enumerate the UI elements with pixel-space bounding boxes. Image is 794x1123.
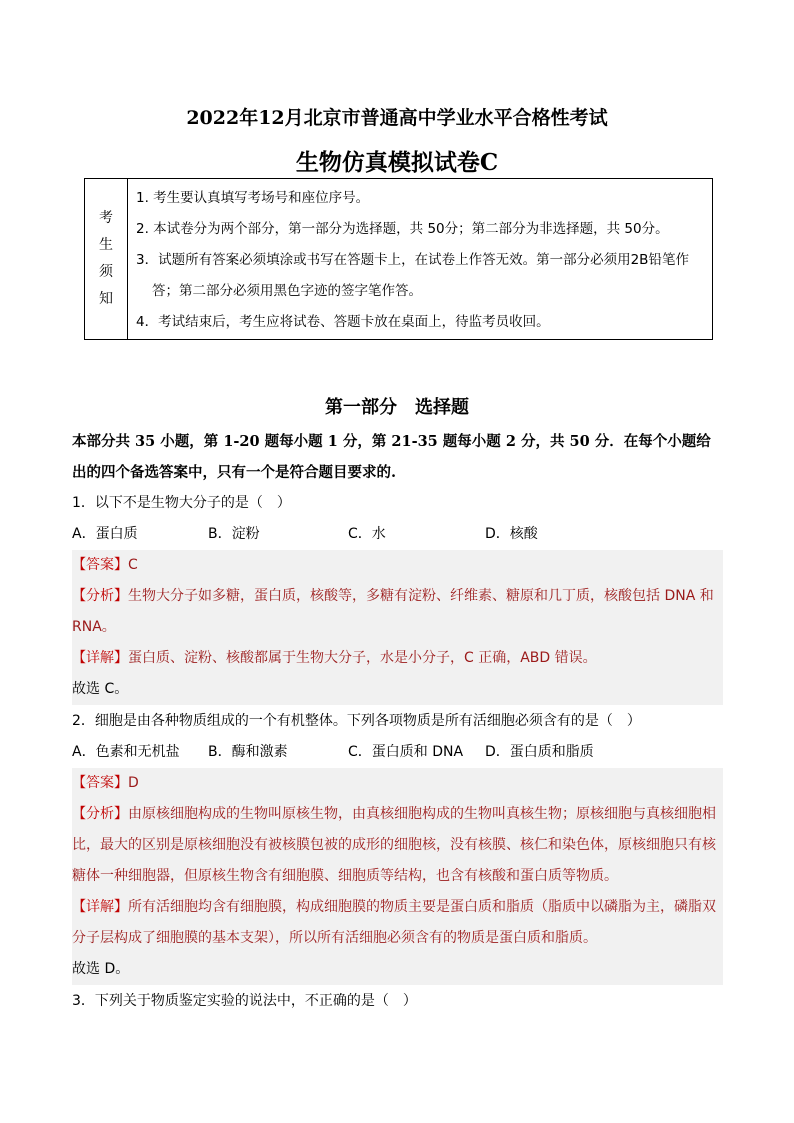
answer-tag: 【答案】: [72, 775, 128, 791]
notice-item: 4．考试结束后，考生应将试卷、答题卡放在桌面上，待监考员收回。: [136, 314, 550, 330]
detail-tag: 【详解】: [72, 899, 128, 915]
analysis-tag: 【分析】: [72, 806, 128, 822]
option-c: C．水: [348, 526, 386, 542]
notice-item: 3．试题所有答案必须填涂或书写在答题卡上，在试卷上作答无效。第一部分必须用2B铅笔作: [136, 252, 689, 268]
detail-text: 分子层构成了细胞膜的基本支架），所以所有活细胞必须含有的物质是蛋白质和脂质。: [72, 930, 597, 946]
conclusion: 故选 D。: [72, 961, 130, 977]
section-intro: [72, 426, 722, 488]
analysis-text: RNA。: [72, 619, 116, 635]
exam-subtitle: 生物仿真模拟试卷C: [295, 149, 499, 176]
notice-item: 答；第二部分必须用黑色字迹的签字笔作答。: [152, 283, 422, 299]
option-d: D．蛋白质和脂质: [485, 744, 594, 760]
question-1-options: [72, 519, 722, 550]
intro-line: 出的四个备选答案中，只有一个是符合题目要求的.: [72, 464, 397, 481]
notice-items: [128, 179, 712, 339]
detail-line: [72, 643, 723, 674]
analysis-tag: 【分析】: [72, 588, 128, 604]
question-1-stem: 1．以下不是生物大分子的是（ ）: [72, 495, 291, 511]
question-2-stem: 2．细胞是由各种物质组成的一个有机整体。下列各项物质是所有活细胞必须含有的是（ ）: [72, 713, 641, 729]
question-3-stem: 3．下列关于物质鉴定实验的说法中，不正确的是（ ）: [72, 993, 417, 1009]
option-d: D．核酸: [485, 526, 538, 542]
analysis-line: [72, 581, 723, 612]
notice-label-char: 知: [99, 291, 113, 307]
notice-label: [85, 179, 128, 339]
analysis-text: 比，最大的区别是原核细胞没有被核膜包被的成形的细胞核，没有核膜、核仁和染色体，原核细胞只有核: [72, 837, 716, 853]
candidate-notice-box: [84, 178, 713, 340]
notice-label-char: 考: [99, 210, 113, 226]
option-c: C．蛋白质和 DNA: [348, 744, 464, 760]
intro-line: 本部分共 35 小题，第 1-20 题每小题 1 分，第 21-35 题每小题 2 分，共 50 分．在每个小题给: [72, 433, 711, 450]
answer-value: D: [128, 775, 139, 791]
option-b: B．淀粉: [208, 526, 260, 542]
notice-label-char: 须: [99, 264, 113, 280]
notice-label-char: 生: [99, 237, 113, 253]
detail-line: [72, 892, 723, 923]
option-a: A．色素和无机盐: [72, 744, 180, 760]
analysis-text: 由原核细胞构成的生物叫原核生物，由真核细胞构成的生物叫真核生物；原核细胞与真核细胞相: [128, 806, 716, 822]
question-2-solution: [72, 768, 723, 985]
answer-line: [72, 550, 723, 581]
detail-text: 蛋白质、淀粉、核酸都属于生物大分子，水是小分子，C 正确，ABD 错误。: [128, 650, 597, 666]
question-2-options: [72, 737, 722, 768]
answer-tag: 【答案】: [72, 557, 128, 573]
analysis-text: 糖体一种细胞器，但原核生物含有细胞膜、细胞质等结构，也含有核酸和蛋白质等物质。: [72, 868, 618, 884]
detail-text: 所有活细胞均含有细胞膜，构成细胞膜的物质主要是蛋白质和脂质（脂质中以磷脂为主，磷脂双: [128, 899, 716, 915]
option-b: B．酶和激素: [208, 744, 288, 760]
question-1-solution: [72, 550, 723, 705]
notice-item: 2. 本试卷分为两个部分，第一部分为选择题，共 50分；第二部分为非选择题，共 50分。: [136, 221, 669, 237]
analysis-text: 生物大分子如多糖，蛋白质，核酸等，多糖有淀粉、纤维素、糖原和几丁质，核酸包括 DNA 和: [128, 588, 714, 604]
answer-value: C: [128, 557, 138, 573]
section-title: 第一部分 选择题: [325, 397, 469, 418]
analysis-line: [72, 799, 723, 830]
option-a: A．蛋白质: [72, 526, 138, 542]
answer-line: [72, 768, 723, 799]
detail-tag: 【详解】: [72, 650, 128, 666]
notice-item: 1. 考生要认真填写考场号和座位序号。: [136, 190, 370, 206]
conclusion: 故选 C。: [72, 681, 129, 697]
exam-title: 2022年12月北京市普通高中学业水平合格性考试: [186, 107, 608, 129]
